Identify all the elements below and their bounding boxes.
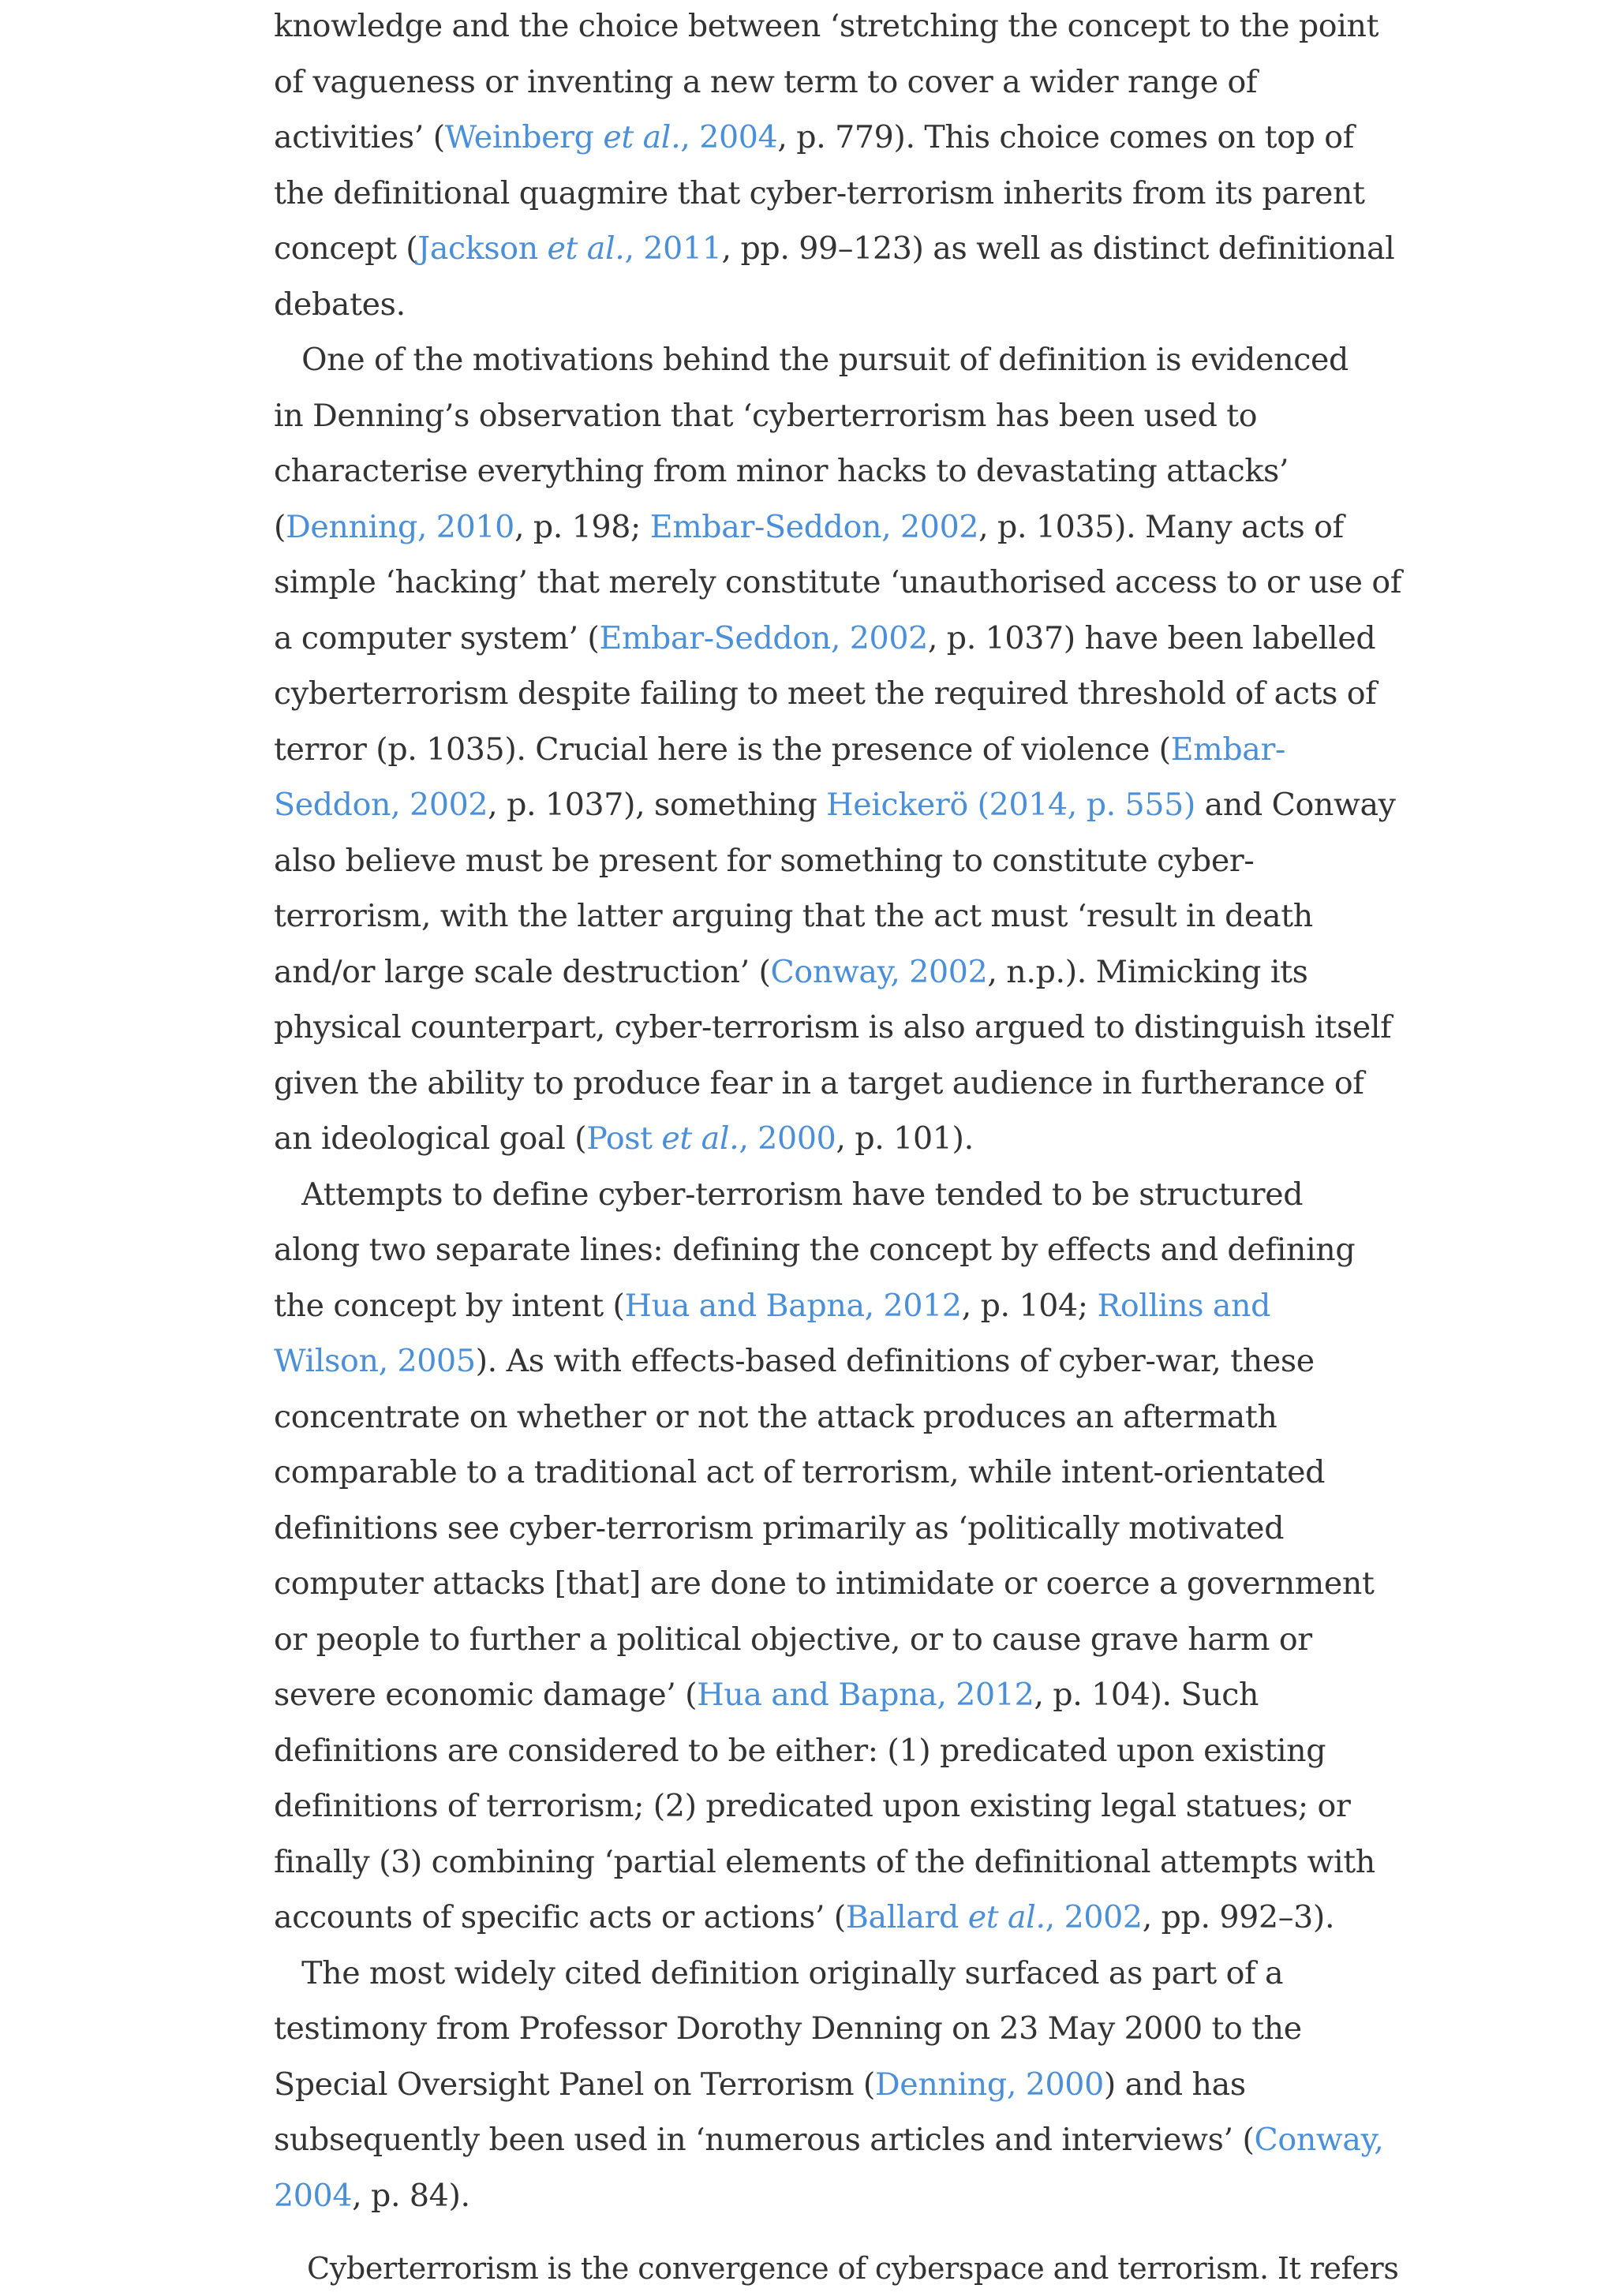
block-quote: Cyberterrorism is the convergence of cyberspace and terrorism. It refers [307,2251,1399,2286]
citation-link[interactable]: Wilson, 2005 [274,1343,476,1379]
text-line [274,1000,1394,1056]
text-span: severe economic damage’ ( [274,1677,698,1713]
text-line [274,1056,1394,1112]
text-span: also believe must be present for something to constitute cyber- [274,842,1255,879]
text-line [274,110,1394,166]
text-line [274,777,1394,833]
text-span: characterise everything from minor hacks to devastating attacks’ [274,453,1289,489]
text-span: the concept by intent ( [274,1287,625,1324]
citation-link[interactable]: Jackson [417,230,548,267]
text-line [274,833,1394,889]
citation-link[interactable]: , 2004 [680,119,778,155]
text-line [274,2168,1394,2224]
text-line [274,1778,1394,1834]
text-span: ) and has [1103,2066,1246,2103]
text-span: terrorism, with the latter arguing that the act must ‘result in death [274,898,1313,934]
paragraph [274,0,1394,332]
citation-link[interactable]: Post [586,1120,662,1157]
article-body [274,0,1402,2296]
citation-link[interactable]: Heickerö (2014, p. 555) [826,787,1195,823]
text-span: Special Oversight Panel on Terrorism ( [274,2066,875,2103]
text-span: One of the motivations behind the pursuit of definition is evidenced [274,342,1349,378]
text-span: debates. [274,286,406,323]
text-span: finally (3) combining ‘partial elements of the definitional attempts with [274,1843,1375,1880]
citation-link[interactable]: et al. [661,1120,739,1157]
text-span: , p. 1037), something [488,787,827,823]
text-span: computer attacks [that] are done to intimidate or coerce a government [274,1565,1375,1602]
text-line [274,1890,1394,1946]
text-line [274,2057,1394,2113]
text-line [274,722,1394,778]
citation-link[interactable]: Embar-Seddon, 2002 [599,619,928,656]
citation-link[interactable]: Embar-Seddon, 2002 [649,508,979,545]
text-span: , pp. 992–3). [1142,1899,1335,1935]
text-line [274,1501,1394,1557]
text-line [274,277,1394,333]
text-line [274,388,1394,444]
text-line [274,1278,1394,1334]
text-line [274,1389,1394,1445]
text-span: testimony from Professor Dorothy Denning on 23 May 2000 to the [274,2010,1302,2047]
paragraph [274,332,1402,1167]
citation-link[interactable]: , 2011 [624,230,722,267]
text-span: and Conway [1195,787,1396,823]
text-span: the definitional quagmire that cyber-terrorism inherits from its parent [274,174,1365,211]
citation-link[interactable]: Conway, 2002 [770,953,988,990]
citation-link[interactable]: Ballard [845,1899,968,1935]
text-span: concentrate on whether or not the attack produces an aftermath [274,1398,1277,1435]
text-span: physical counterpart, cyber-terrorism is also argued to distinguish itself [274,1009,1392,1045]
text-span: , p. 104; [961,1287,1098,1324]
text-line [274,1333,1394,1389]
citation-link[interactable]: Hua and Bapna, 2012 [697,1677,1034,1713]
text-span: or people to further a political objective, or to cause grave harm or [274,1621,1312,1658]
citation-link[interactable]: et al. [967,1899,1046,1935]
citation-link[interactable]: , 2000 [739,1120,836,1157]
text-line [274,1667,1394,1723]
text-span: activities’ ( [274,119,445,155]
text-line [274,555,1402,611]
text-span: a computer system’ ( [274,619,600,656]
text-line [274,888,1394,944]
text-span: definitions are considered to be either: (1) predicated upon existing [274,1732,1326,1769]
text-line [274,611,1394,667]
citation-link[interactable]: Hua and Bapna, 2012 [624,1287,962,1324]
text-span: ). As with effects-based definitions of cyber-war, these [475,1343,1315,1379]
text-line [274,1445,1394,1501]
text-line [274,443,1394,499]
text-line [274,221,1394,277]
text-span: , pp. 99–123) as well as distinct definitional [721,230,1395,267]
text-span: , p. 1035). Many acts of [978,508,1344,545]
citation-link[interactable]: Weinberg [444,119,604,155]
paragraph [274,1167,1394,1946]
text-line [274,1167,1394,1223]
text-span: terror (p. 1035). Crucial here is the presence of violence ( [274,731,1171,768]
text-span: concept ( [274,230,418,267]
text-line [274,1111,1394,1167]
text-span: given the ability to produce fear in a target audience in furtherance of [274,1064,1364,1101]
citation-link[interactable]: Denning, 2010 [286,508,514,545]
text-span: definitions see cyber-terrorism primarily as ‘politically motivated [274,1509,1285,1546]
text-span: an ideological goal ( [274,1120,587,1157]
text-span: subsequently been used in ‘numerous articles and interviews’ ( [274,2122,1255,2158]
text-span: definitions of terrorism; (2) predicated upon existing legal statues; or [274,1788,1351,1824]
text-span: , p. 1037) have been labelled [927,619,1376,656]
text-span: , p. 104). Such [1034,1677,1259,1713]
citation-link[interactable]: Denning, 2000 [874,2066,1104,2103]
text-span: along two separate lines: defining the concept by effects and defining [274,1232,1356,1268]
text-span: of vagueness or inventing a new term to cover a wider range of [274,63,1258,100]
text-span: , p. 101). [836,1120,974,1157]
text-line [274,2112,1394,2168]
text-line [274,332,1394,388]
text-span: comparable to a traditional act of terrorism, while intent-orientated [274,1454,1326,1490]
text-line [274,166,1394,222]
citation-link[interactable]: Rollins and [1097,1287,1271,1324]
text-span: , p. 84). [352,2177,470,2214]
citation-link[interactable]: Seddon, 2002 [274,787,488,823]
text-line [274,1834,1394,1890]
text-span: , p. 779). This choice comes on top of [777,119,1354,155]
text-line [274,1556,1394,1612]
text-span: The most widely cited definition originally surfaced as part of a [274,1954,1284,1991]
text-line [274,944,1394,1000]
text-span: Attempts to define cyber-terrorism have tended to be structured [274,1176,1304,1213]
text-span: and/or large scale destruction’ ( [274,953,771,990]
citation-link[interactable]: Conway, [1254,2122,1384,2158]
text-line [274,1723,1394,1779]
text-span: in Denning’s observation that ‘cyberterrorism has been used to [274,397,1258,434]
text-span: ( [274,508,286,545]
text-line [274,54,1394,110]
text-span: cyberterrorism despite failing to meet the required threshold of acts of [274,675,1377,712]
citation-link[interactable]: Embar- [1170,731,1286,768]
citation-link[interactable]: et al. [603,119,681,155]
text-line [274,666,1394,722]
text-line [274,1946,1394,2002]
text-line [274,2001,1394,2057]
text-span: knowledge and the choice between ‘stretching the concept to the point [274,8,1379,44]
text-line [274,1612,1394,1668]
text-span: , n.p.). Mimicking its [987,953,1308,990]
paragraph [274,1946,1394,2224]
text-span: , p. 198; [514,508,650,545]
citation-link[interactable]: , 2002 [1045,1899,1143,1935]
text-span: accounts of specific acts or actions’ ( [274,1899,846,1935]
text-span: simple ‘hacking’ that merely constitute ‘unauthorised access to or use of [274,564,1402,600]
text-line [274,0,1394,54]
citation-link[interactable]: 2004 [274,2177,353,2214]
citation-link[interactable]: et al. [547,230,625,267]
text-line [274,499,1394,555]
text-line [274,1222,1394,1278]
